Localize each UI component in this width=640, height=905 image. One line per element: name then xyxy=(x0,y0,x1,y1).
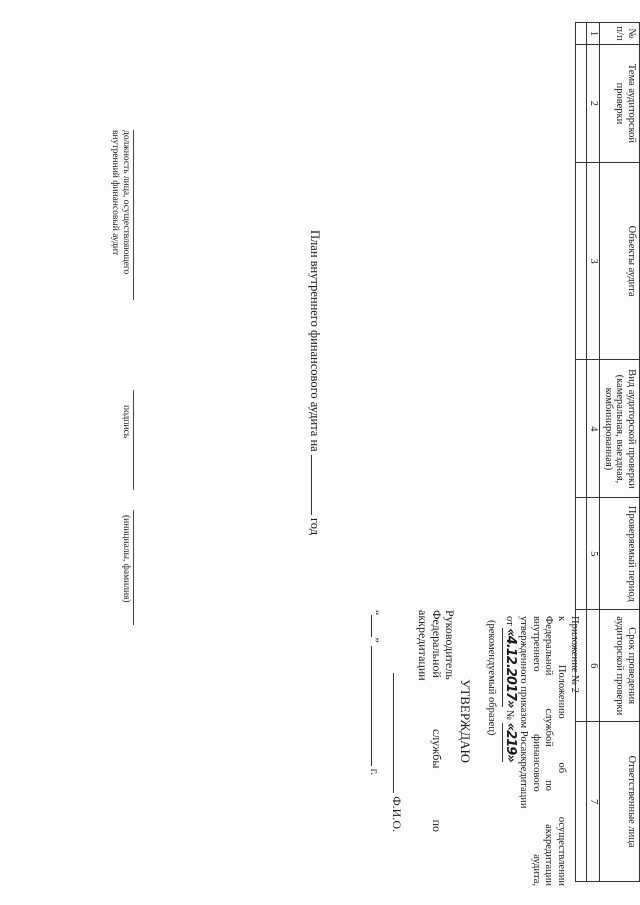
column-number: 7 xyxy=(587,722,600,882)
initials-caption: (инициалы, фамилия) xyxy=(121,515,131,603)
header-cell: Срок проведения аудиторской проверки xyxy=(600,610,640,722)
approver-title-line-2: Федеральной службы по xyxy=(429,610,444,832)
header-cell: Вид аудиторской проверки (камеральная, выездная, комбинированная) xyxy=(600,360,640,498)
day-blank xyxy=(371,615,372,637)
approver-title-line-1: Руководитель xyxy=(443,610,458,680)
column-number-row xyxy=(587,23,600,882)
signature-line xyxy=(133,390,134,490)
column-number: 2 xyxy=(587,44,600,162)
appendix-line-3: Федеральной службой по аккредитации xyxy=(543,616,555,886)
header-cell: Объекты аудита xyxy=(600,162,640,360)
order-date-handwritten: «4.12.2017» xyxy=(503,628,519,708)
audit-plan-table xyxy=(576,22,640,882)
table-row xyxy=(576,23,587,882)
empty-cell xyxy=(576,360,587,498)
approval-date-line: “” г. xyxy=(368,610,383,776)
header-cell: Тема аудиторской проверки xyxy=(600,44,640,162)
appendix-line-4: внутреннего финансового аудита, xyxy=(530,616,542,886)
column-number: 1 xyxy=(587,23,600,45)
column-number: 6 xyxy=(587,610,600,722)
empty-cell xyxy=(576,23,587,45)
column-number: 5 xyxy=(587,498,600,610)
header-cell: Ответственные лица xyxy=(600,722,640,882)
appendix-line-6: от «4.12.2017» № «219» xyxy=(503,616,519,762)
plan-title: План внутреннего финансового аудита на год xyxy=(308,230,322,536)
approve-title: УТВЕРЖДАЮ xyxy=(458,679,473,763)
empty-cell xyxy=(576,610,587,722)
order-number-handwritten: «219» xyxy=(503,722,519,762)
signature-blank xyxy=(393,673,394,793)
month-year-blank xyxy=(371,646,372,766)
header-cell: Проверяемый период xyxy=(600,498,640,610)
appendix-header xyxy=(502,616,580,886)
approver-title-line-3: аккредитации xyxy=(416,610,431,681)
empty-cell xyxy=(576,722,587,882)
initials-line xyxy=(133,510,134,625)
appendix-line-1: Приложение № 2 xyxy=(569,616,580,693)
approval-block xyxy=(367,610,472,832)
recommended-sample-note: (рекомендуемый образец) xyxy=(486,620,497,736)
position-caption: должность лица, осуществляющего внутренний финансовый аудит xyxy=(110,130,131,275)
header-cell: № п/п xyxy=(600,23,640,45)
empty-cell xyxy=(576,162,587,360)
empty-cell xyxy=(576,498,587,610)
appendix-line-5: утвержденного приказом Росаккредитации xyxy=(517,616,529,809)
empty-cell xyxy=(576,44,587,162)
appendix-line-2: к Положению об осуществлении xyxy=(556,616,568,886)
column-number: 3 xyxy=(587,162,600,360)
plan-year-blank xyxy=(311,455,312,515)
table-header-row xyxy=(600,23,640,882)
column-number: 4 xyxy=(587,360,600,498)
position-line xyxy=(133,130,134,300)
approver-fio-line: Ф.И.О. xyxy=(389,610,403,832)
signature-caption: подпись xyxy=(121,405,131,439)
